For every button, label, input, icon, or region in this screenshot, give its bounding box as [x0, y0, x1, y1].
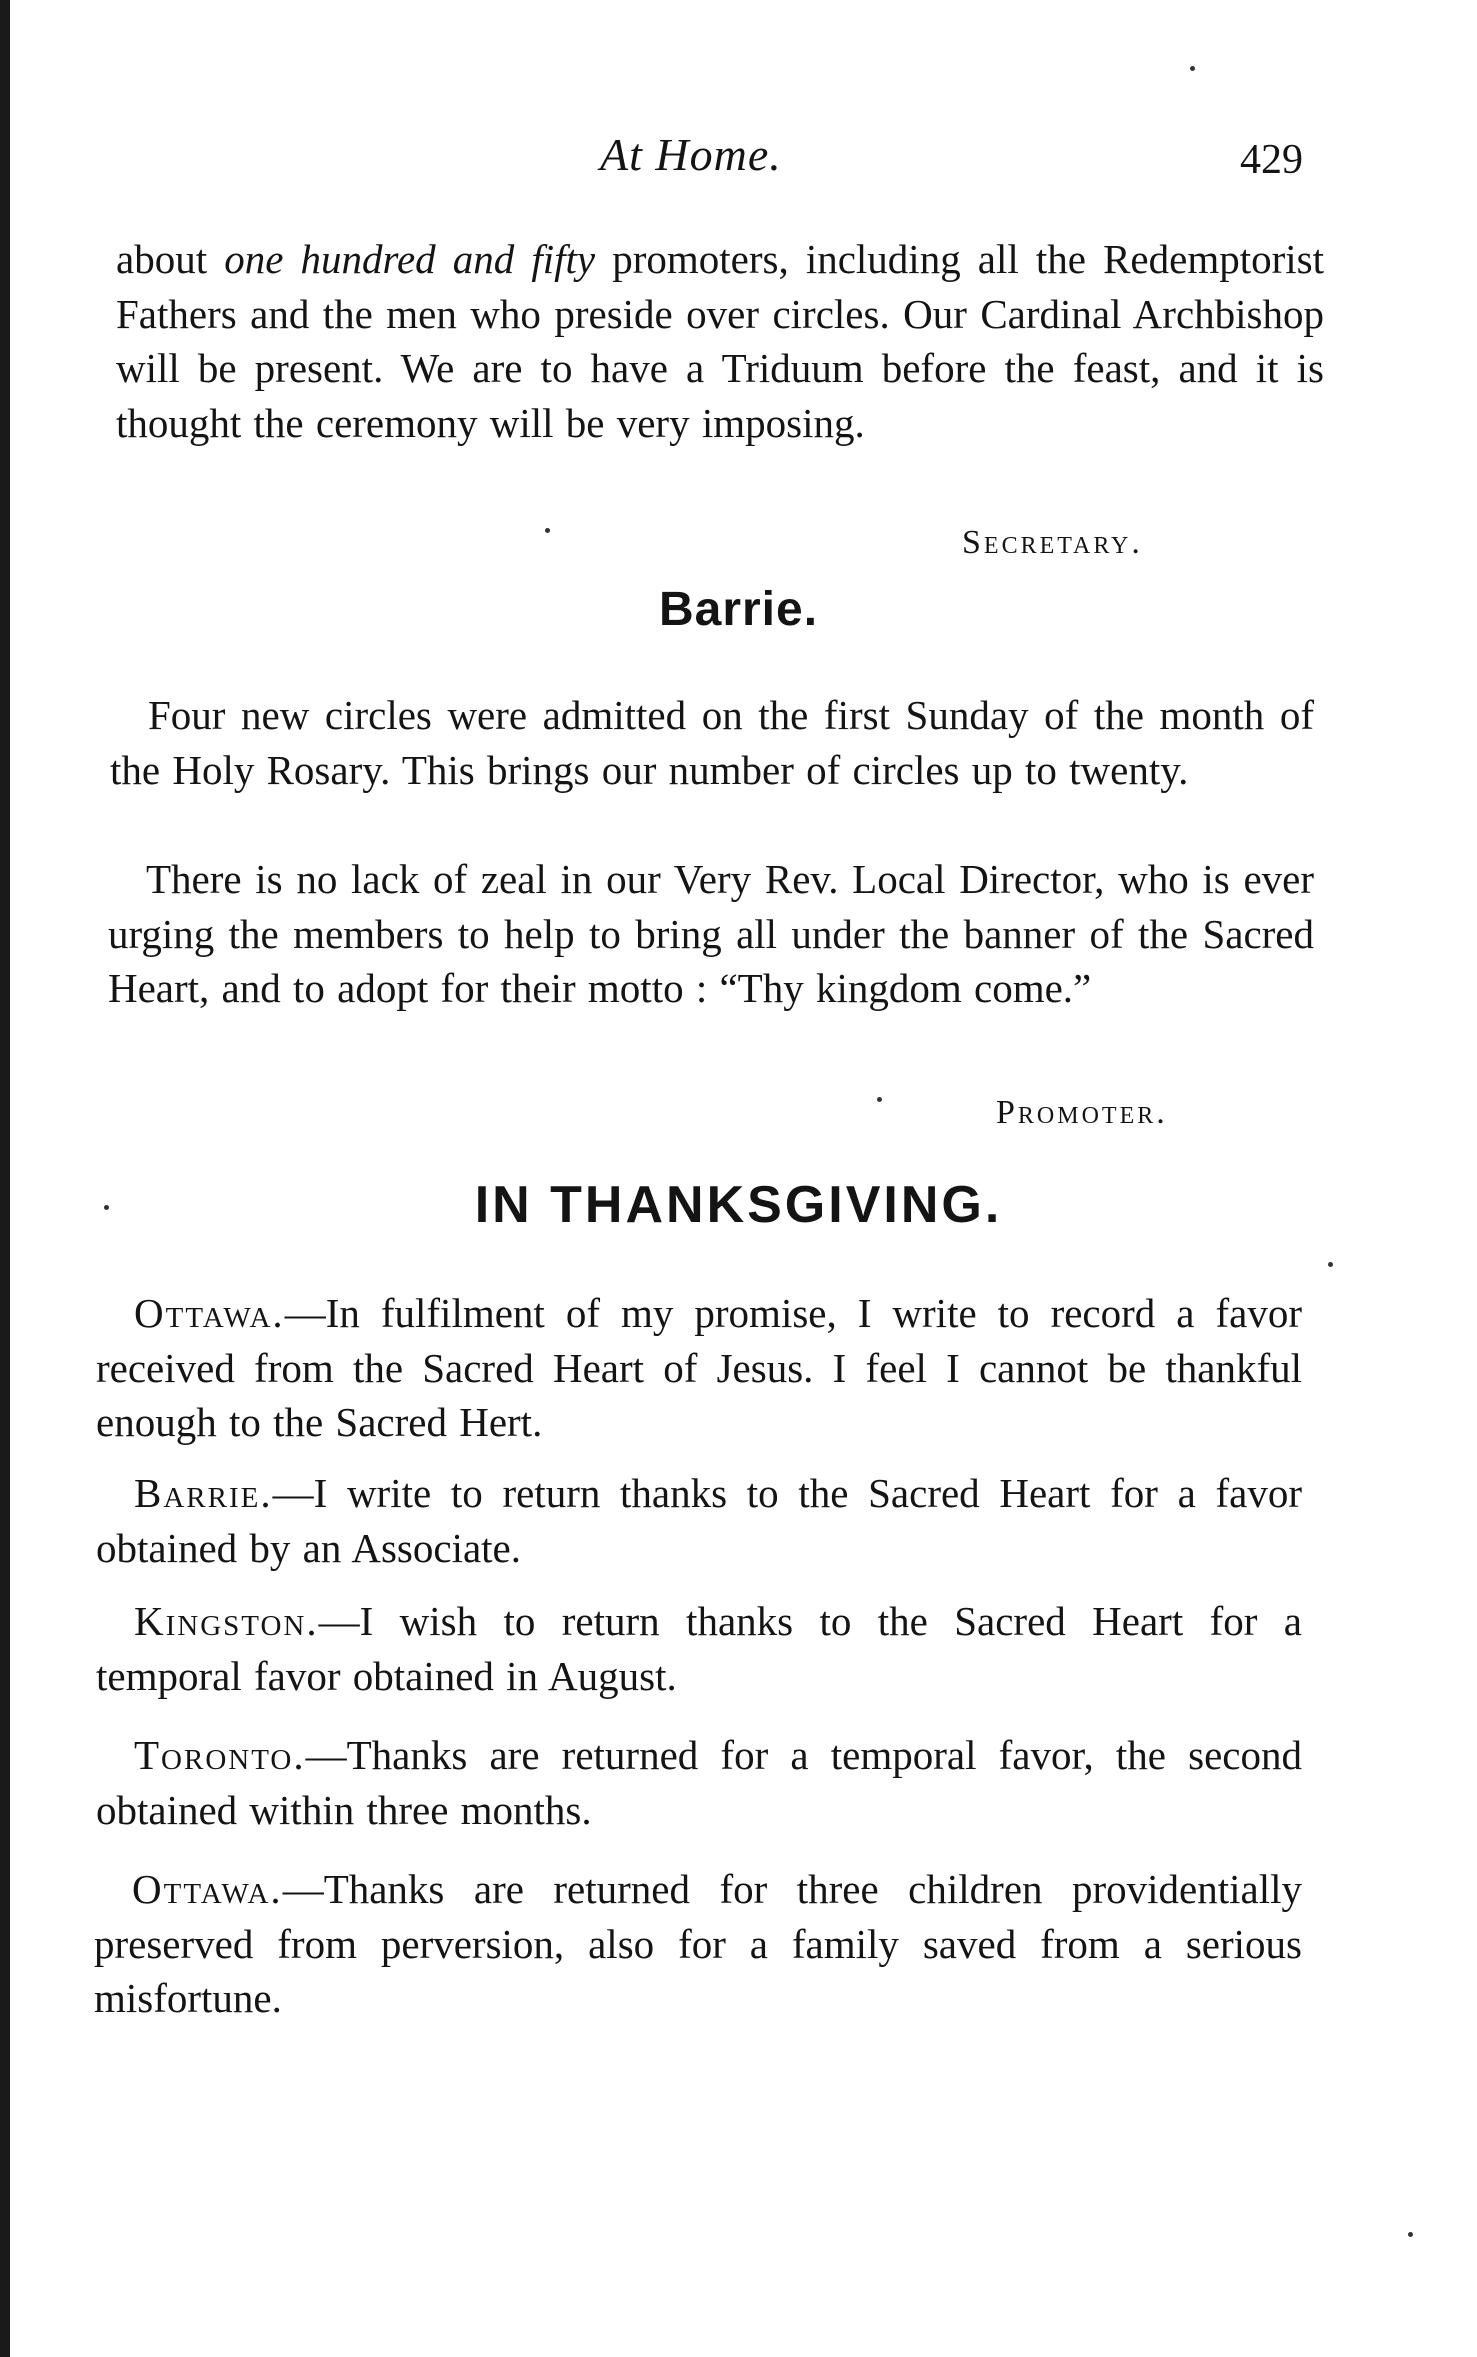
- thanks-entry-text: —Thanks are returned for three children providentially preserved from perversion, also for a family saved from a serious misfortune.: [94, 1866, 1302, 2021]
- print-speck: [1328, 1262, 1333, 1267]
- thanks-entry: [96, 1286, 1302, 1450]
- print-speck: [877, 1097, 882, 1102]
- thanks-entry: [94, 1862, 1302, 2026]
- continuation-paragraph: [116, 232, 1324, 450]
- running-head: [0, 128, 1477, 198]
- thanks-entry-place: Toronto.: [134, 1732, 306, 1778]
- running-title: At Home.: [600, 129, 782, 180]
- barrie-paragraph-1: Four new circles were admitted on the first Sunday of the month of the Holy Rosary. This brings our number of circles up to twenty.: [110, 692, 1314, 793]
- thanks-entry-place: Ottawa.: [132, 1866, 283, 1912]
- thanks-entry-text: —In fulfilment of my promise, I write to record a favor received from the Sacred Heart of Jesus. I feel I cannot be thankful enough to the Sacred Hert.: [96, 1290, 1302, 1445]
- page-number: 429: [1240, 137, 1303, 183]
- print-speck: [545, 528, 550, 533]
- thanks-entry-text: —Thanks are returned for a temporal favor, the second obtained within three months.: [96, 1732, 1302, 1833]
- print-speck: [1190, 66, 1195, 71]
- thanks-entry-text: —I write to return thanks to the Sacred Heart for a favor obtained by an Associate.: [96, 1470, 1302, 1571]
- thanks-entry-place: Kingston.: [134, 1598, 319, 1644]
- print-speck: [104, 1205, 109, 1210]
- barrie-paragraph-2: There is no lack of zeal in our Very Rev. Local Director, who is ever urging the members to help to bring all under the banner of the Sacred Heart, and to adopt for their motto : “Thy kingdom come.”: [108, 856, 1314, 1011]
- continuation-text-after: promoters, including all the Redemptorist Fathers and the men who preside over circles. Our Cardinal Archbishop will be present. We are to have a Triduum before the feast, and it is thought the ceremony will be very imposing.: [116, 236, 1325, 446]
- thanks-entry-text: —I wish to return thanks to the Sacred Heart for a temporal favor obtained in August.: [96, 1598, 1302, 1699]
- thanks-entry: [96, 1594, 1302, 1703]
- thanksgiving-heading: IN THANKSGIVING.: [474, 1176, 1003, 1234]
- barrie-heading: Barrie.: [658, 583, 819, 636]
- print-speck: [1408, 2232, 1413, 2237]
- thanks-entry-place: Ottawa.: [134, 1290, 285, 1336]
- thanks-entry-place: Barrie.: [134, 1470, 273, 1516]
- continuation-text-before: about: [116, 236, 225, 282]
- thanks-entry: [96, 1728, 1302, 1837]
- secretary-signature: Secretary.: [962, 524, 1143, 561]
- continuation-italic-phrase: one hundred and fifty: [224, 236, 596, 282]
- promoter-signature: Promoter.: [996, 1094, 1168, 1131]
- thanks-entry: [96, 1466, 1302, 1575]
